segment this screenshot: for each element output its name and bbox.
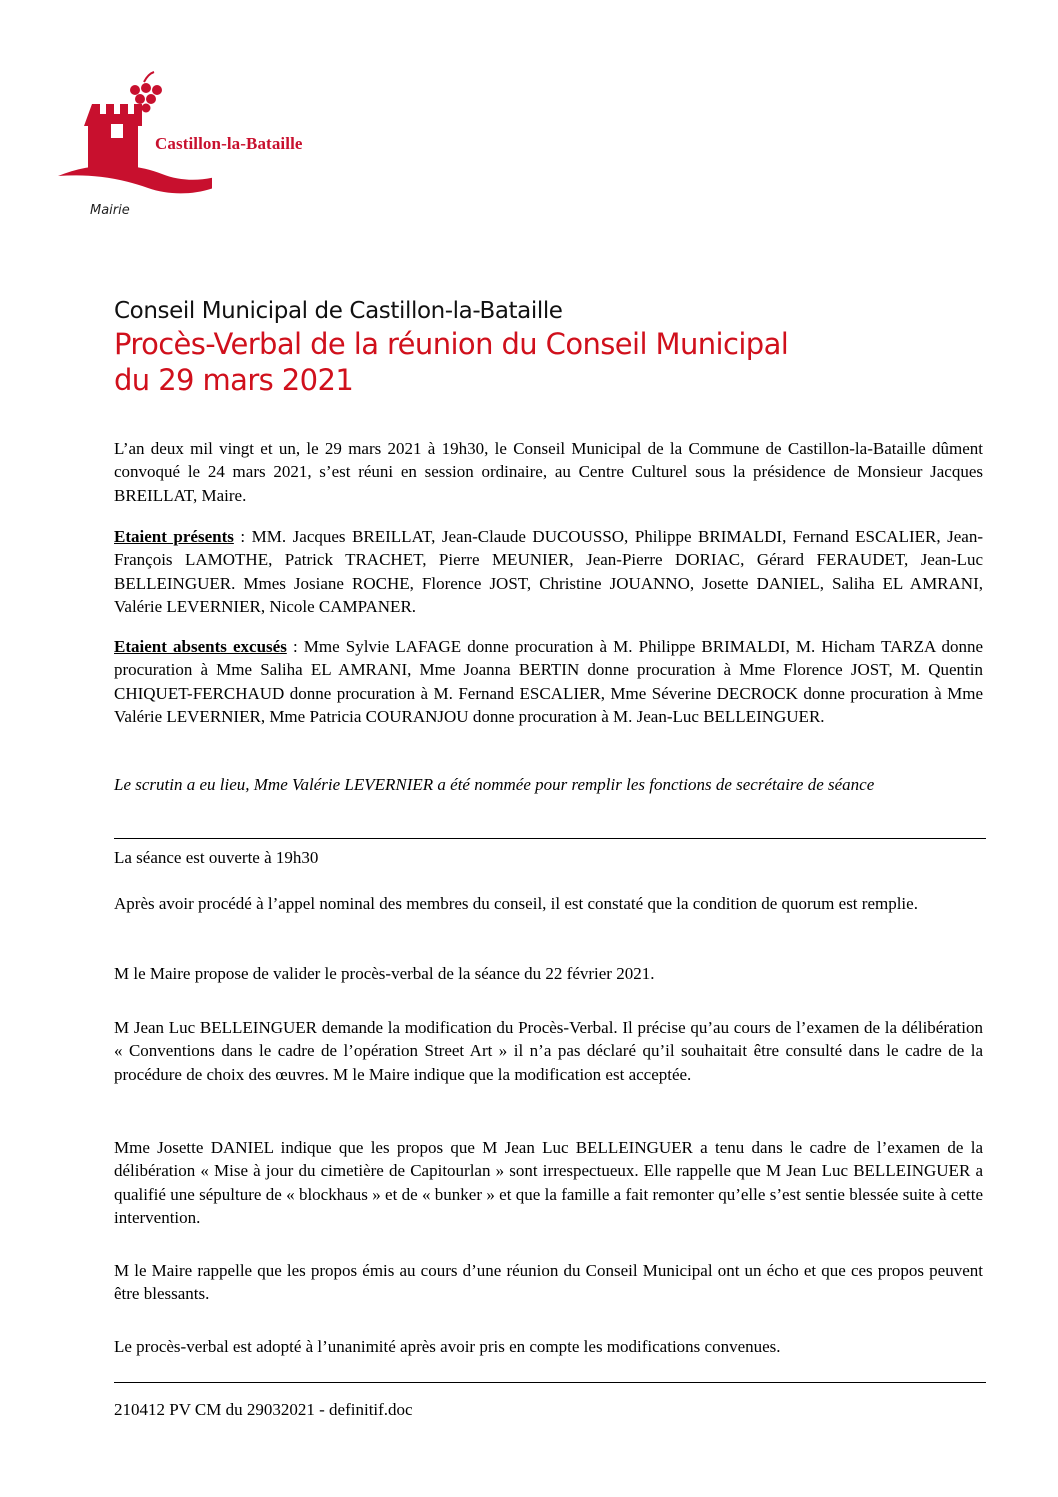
absents-list: : Mme Sylvie LAFAGE donne procuration à M. Philippe BRIMALDI, M. Hicham TARZA donne procuration à Mme Saliha EL AMRANI, Mme Joanna BERTIN donne procuration à Mme Florence JOST, M. Quentin CHIQUET-FERCHAUD donne procuration à M. Fernand ESCALIER, Mme Séverine DECROCK donne procuration à Mme Valérie LEVERNIER, Mme Patricia COURANJOU donne procuration à M. Jean-Luc BELLEINGUER. — [114, 637, 983, 727]
paragraph-adoption — [114, 1335, 983, 1358]
presents-list: : MM. Jacques BREILLAT, Jean-Claude DUCOUSSO, Philippe BRIMALDI, Fernand ESCALIER, Jean-François LAMOTHE, Patrick TRACHET, Pierre MEUNIER, Jean-Pierre DORIAC, Gérard FERAUDET, Jean-Luc BELLEINGUER. Mmes Josiane ROCHE, Florence JOST, Christine JOUANNO, Josette DANIEL, Saliha EL AMRANI, Valérie LEVERNIER, Nicole CAMPANER. — [114, 527, 983, 617]
council-title: Conseil Municipal de Castillon-la-Bataille — [114, 298, 563, 324]
opening-text: La séance est ouverte à 19h30 — [114, 848, 319, 867]
scrutin-paragraph — [114, 773, 983, 796]
validation-text: M le Maire propose de valider le procès-verbal de la séance du 22 février 2021. — [114, 964, 655, 983]
paragraph-daniel — [114, 1136, 983, 1230]
intro-paragraph — [114, 437, 983, 507]
pv-date: du 29 mars 2021 — [114, 363, 354, 397]
quorum-text: Après avoir procédé à l’appel nominal des membres du conseil, il est constaté que la condition de quorum est remplie. — [114, 894, 918, 913]
logo-subtitle: Mairie — [90, 203, 130, 218]
footer-divider — [114, 1382, 986, 1383]
paragraph-quorum — [114, 892, 983, 915]
paragraph-maire-rappel — [114, 1259, 983, 1306]
modification-text: M Jean Luc BELLEINGUER demande la modification du Procès-Verbal. Il précise qu’au cours de l’examen de la délibération « Conventions dans le cadre de l’opération Street Art » il n’a pas déclaré qu’il souhaitait être consulté dans le cadre de la procédure de choix des œuvres. M le Maire indique que la modification est acceptée. — [114, 1018, 983, 1084]
presents-label: Etaient présents — [114, 527, 234, 546]
maire-rappel-text: M le Maire rappelle que les propos émis au cours d’une réunion du Conseil Municipal ont un écho et que ces propos peuvent être blessants. — [114, 1261, 983, 1304]
adoption-text: Le procès-verbal est adopté à l’unanimité après avoir pris en compte les modifications convenues. — [114, 1337, 781, 1356]
presents-paragraph — [114, 525, 983, 619]
paragraph-modification — [114, 1016, 983, 1086]
town-name: Castillon-la-Bataille — [155, 134, 303, 153]
pv-title: Procès-Verbal de la réunion du Conseil Municipal — [114, 327, 789, 361]
paragraph-opening — [114, 846, 983, 869]
section-divider — [114, 838, 986, 839]
town-logo — [52, 66, 372, 226]
absents-label: Etaient absents excusés — [114, 637, 287, 656]
absents-paragraph — [114, 635, 983, 729]
paragraph-validation — [114, 962, 983, 985]
document-header — [114, 296, 974, 398]
intro-text: L’an deux mil vingt et un, le 29 mars 2021 à 19h30, le Conseil Municipal de la Commune de Castillon-la-Bataille dûment convoqué le 24 mars 2021, s’est réuni en session ordinaire, au Centre Culturel sous la présidence de Monsieur Jacques BREILLAT, Maire. — [114, 439, 983, 505]
daniel-text: Mme Josette DANIEL indique que les propos que M Jean Luc BELLEINGUER a tenu dans le cadre de l’examen de la délibération « Mise à jour du cimetière de Capitourlan » sont irrespectueux. Elle rappelle que M Jean Luc BELLEINGUER a qualifié une sépulture de « blockhaus » et de « bunker » et que la famille a fait remonter qu’elle s’est sentie blessée suite à cette intervention. — [114, 1138, 983, 1228]
footer-filename: 210412 PV CM du 29032021 - definitif.doc — [114, 1400, 413, 1419]
scrutin-text: Le scrutin a eu lieu, Mme Valérie LEVERNIER a été nommée pour remplir les fonctions de secrétaire de séance — [114, 775, 875, 794]
